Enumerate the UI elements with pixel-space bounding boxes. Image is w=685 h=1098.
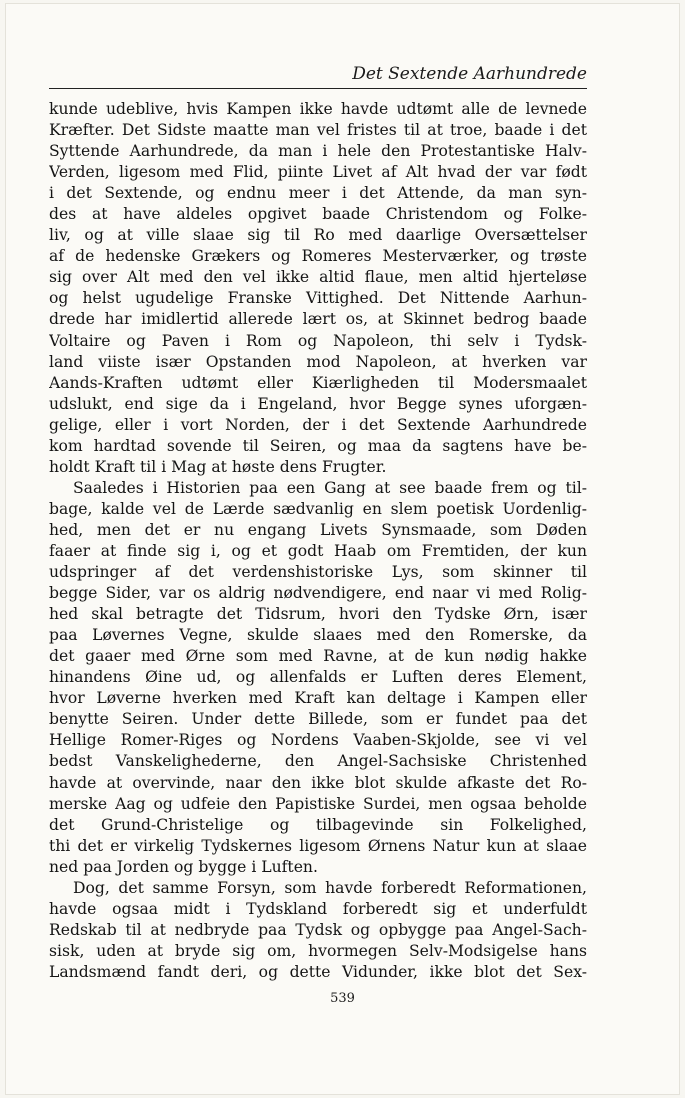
- text-line: benytte Seiren. Under dette Billede, som er fundet paa det: [49, 710, 587, 729]
- text-line: Voltaire og Paven i Rom og Napoleon, thi selv i Tydsk-: [49, 331, 587, 350]
- text-line: des at have aldeles opgivet baade Christendom og Folke-: [49, 205, 587, 224]
- text-line: hvor Løverne hverken med Kraft kan deltage i Kampen eller: [49, 689, 587, 708]
- paragraph-start-line: Saaledes i Historien paa een Gang at see baade frem og til-: [73, 478, 587, 497]
- page-number: 539: [330, 991, 355, 1006]
- text-line: sig over Alt med den vel ikke altid flaue, men altid hjerteløse: [49, 268, 587, 287]
- text-line: land viiste især Opstanden mod Napoleon, at hverken var: [49, 352, 587, 371]
- text-line: det Grund-Christelige og tilbagevinde sin Folkelighed,: [49, 815, 587, 834]
- text-line: thi det er virkelig Tydskernes ligesom Ørnens Natur kun at slaae: [49, 836, 587, 855]
- paragraph-end-line: holdt Kraft til i Mag at høste dens Frugter.: [49, 457, 387, 476]
- text-line: merske Aag og udfeie den Papistiske Surdei, men ogsaa beholde: [49, 794, 587, 813]
- text-line: og helst ugudelige Franske Vittighed. Det Nittende Aarhun-: [49, 289, 587, 308]
- text-line: kunde udeblive, hvis Kampen ikke havde udtømt alle de levnede: [49, 100, 587, 118]
- text-line: havde ogsaa midt i Tydskland forberedt sig et underfuldt: [49, 899, 587, 918]
- text-line: faaer at finde sig i, og et godt Haab om Fremtiden, der kun: [49, 541, 587, 560]
- running-head: Det Sextende Aarhundrede: [352, 64, 587, 84]
- text-line: bage, kalde vel de Lærde sædvanlig en slem poetisk Uordenlig-: [49, 499, 587, 518]
- text-line: Landsmænd fandt deri, og dette Vidunder, ikke blot det Sex-: [49, 962, 587, 981]
- text-line: Redskab til at nedbryde paa Tydsk og opbygge paa Angel-Sach-: [49, 920, 587, 939]
- text-line: bedst Vanskelighederne, den Angel-Sachsiske Christenhed: [49, 752, 587, 771]
- text-line: Syttende Aarhundrede, da man i hele den Protestantiske Halv-: [49, 142, 587, 161]
- text-line: paa Løvernes Vegne, skulde slaaes med den Romerske, da: [49, 626, 587, 645]
- paragraph-start-line: Dog, det samme Forsyn, som havde forberedt Reformationen,: [73, 878, 587, 897]
- text-line: begge Sider, var os aldrig nødvendigere, end naar vi med Rolig-: [49, 584, 587, 603]
- text-line: liv, og at ville slaae sig til Ro med daarlige Oversættelser: [49, 226, 587, 245]
- text-line: Hellige Romer-Riges og Nordens Vaaben-Skjolde, see vi vel: [49, 731, 587, 750]
- text-line: Aands-Kraften udtømt eller Kiærligheden til Modersmaalet: [49, 373, 587, 392]
- text-line: gelige, eller i vort Norden, der i det Sextende Aarhundrede: [49, 415, 587, 434]
- text-line: hed, men det er nu engang Livets Synsmaade, som Døden: [49, 520, 587, 539]
- text-line: sisk, uden at bryde sig om, hvormegen Selv-Modsigelse hans: [49, 941, 587, 960]
- body-text: [49, 99, 587, 983]
- header-rule: [49, 88, 587, 89]
- text-line: hed skal betragte det Tidsrum, hvori den Tydske Ørn, især: [49, 605, 587, 624]
- text-line: havde at overvinde, naar den ikke blot skulde afkaste det Ro-: [49, 773, 587, 792]
- text-line: drede har imidlertid allerede lært os, at Skinnet bedrog baade: [49, 310, 587, 329]
- text-line: Kræfter. Det Sidste maatte man vel fristes til at troe, baade i det: [49, 121, 587, 140]
- text-line: Verden, ligesom med Flid, piinte Livet af Alt hvad der var født: [49, 163, 587, 182]
- text-line: udslukt, end sige da i Engeland, hvor Begge synes uforgæn-: [49, 394, 587, 413]
- book-page: [6, 4, 679, 1094]
- text-line: af de hedenske Grækers og Romeres Mesterværker, og trøste: [49, 247, 587, 266]
- text-line: det gaaer med Ørne som med Ravne, at de kun nødig hakke: [49, 647, 587, 666]
- text-line: i det Sextende, og endnu meer i det Attende, da man syn-: [49, 184, 587, 203]
- paragraph-end-line: ned paa Jorden og bygge i Luften.: [49, 857, 318, 876]
- text-line: udspringer af det verdenshistoriske Lys, som skinner til: [49, 563, 587, 582]
- text-line: kom hardtad sovende til Seiren, og maa da sagtens have be-: [49, 436, 587, 455]
- text-line: hinandens Øine ud, og allenfalds er Luften deres Element,: [49, 668, 587, 687]
